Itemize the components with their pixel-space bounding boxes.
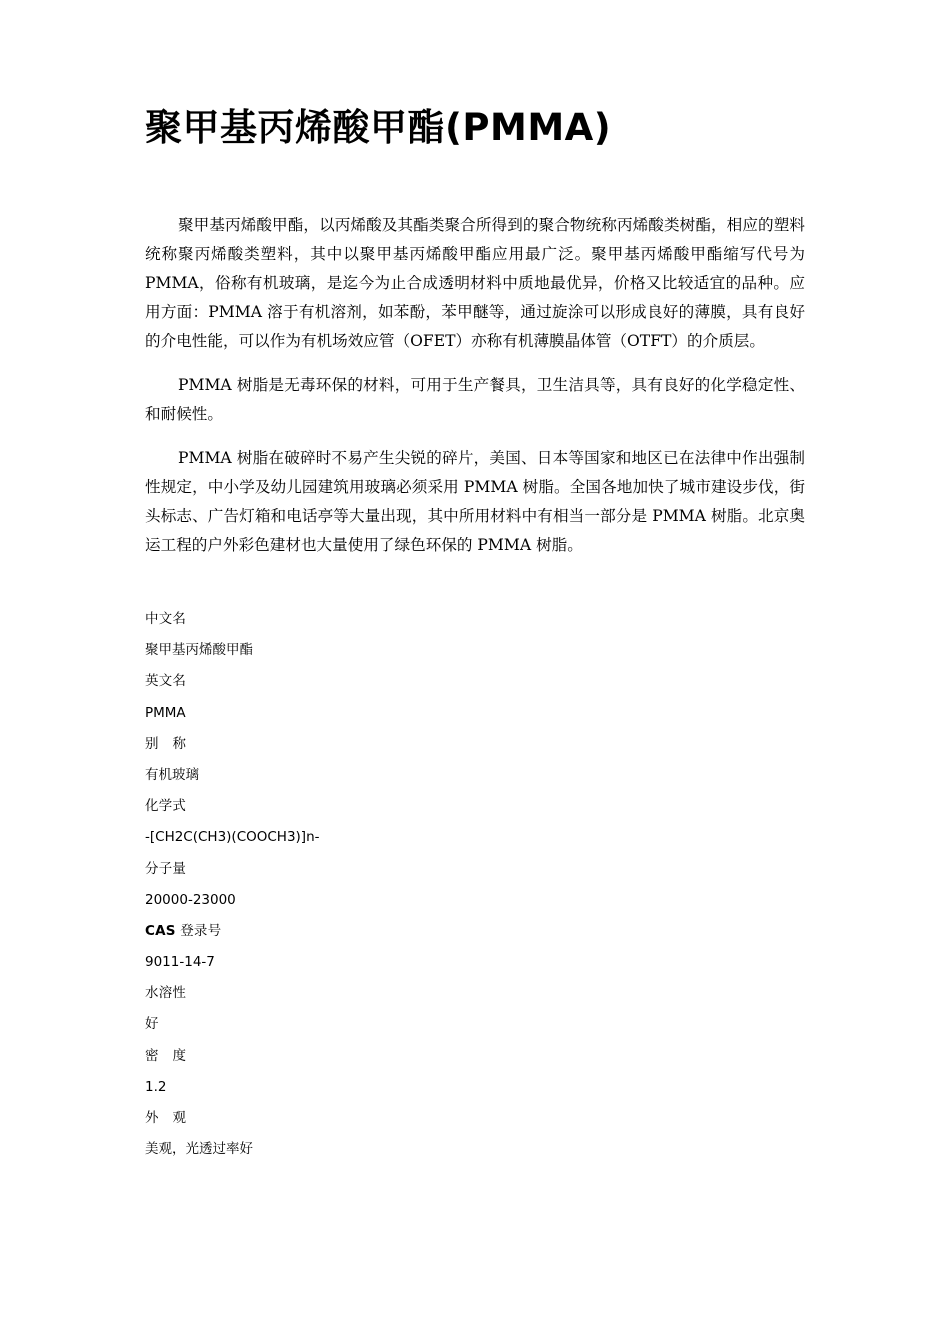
cas-label-suffix: 登录号 xyxy=(180,922,222,939)
paragraph-safety: PMMA 树脂是无毒环保的材料，可用于生产餐具，卫生洁具等，具有良好的化学稳定性、和耐候性。 xyxy=(145,376,805,423)
paragraph-applications: PMMA 树脂在破碎时不易产生尖锐的碎片，美国、日本等国家和地区已在法律中作出强制性规定，中小学及幼儿园建筑用玻璃必须采用 PMMA 树脂。全国各地加快了城市建设步伐，街头标志、广告灯箱和电话亭等大量出现，其中所用材料中有相当一部分是 PMMA 树脂。北京奥运工程的户外彩色建材也大量使用了绿色环保的 PMMA 树脂。 xyxy=(145,449,805,554)
solubility-label: 水溶性 xyxy=(145,985,187,1002)
formula-label: 化学式 xyxy=(145,798,187,815)
density-label: 密度 xyxy=(145,1047,200,1064)
paragraph-introduction: 聚甲基丙烯酸甲酯，以丙烯酸及其酯类聚合所得到的聚合物统称丙烯酸类树酯，相应的塑料统称聚丙烯酸类塑料，其中以聚甲基丙烯酸甲酯应用最广泛。聚甲基丙烯酸甲酯缩写代号为 PMMA，俗称有机玻璃，是迄今为止合成透明材料中质地最优异，价格又比较适宜的品种。应用方面：PMMA 溶于有机溶剂，如苯酚，苯甲醚等，通过旋涂可以形成良好的薄膜，具有良好的介电性能，可以作为有机场效应管（OFET）亦称有机薄膜晶体管（OTFT）的介质层。 xyxy=(145,216,805,350)
appearance-value: 美观，光透过率好 xyxy=(145,1141,253,1158)
chinese-name-label: 中文名 xyxy=(145,611,187,627)
appearance-label: 外观 xyxy=(145,1110,200,1126)
english-name-label: 英文名 xyxy=(145,673,187,690)
molecular-weight-label: 分子量 xyxy=(145,860,187,877)
english-name-value: PMMA xyxy=(145,704,186,721)
solubility-value: 好 xyxy=(145,1016,159,1033)
molecular-weight-value: 20000-23000 xyxy=(145,891,236,908)
cas-number-label xyxy=(145,916,545,947)
alias-label: 别称 xyxy=(145,735,200,752)
formula-value: -[CH2C(CH3)(COOCH3)]n- xyxy=(145,829,320,846)
document-body xyxy=(145,211,805,575)
density-value: 1.2 xyxy=(145,1078,167,1095)
property-list xyxy=(145,604,545,1165)
alias-value: 有机玻璃 xyxy=(145,766,199,783)
chinese-name-value: 聚甲基丙烯酸甲酯 xyxy=(145,642,253,659)
cas-number-value: 9011-14-7 xyxy=(145,954,215,971)
cas-label-prefix: CAS xyxy=(145,922,176,939)
document-title: 聚甲基丙烯酸甲酯(PMMA) xyxy=(145,106,612,149)
